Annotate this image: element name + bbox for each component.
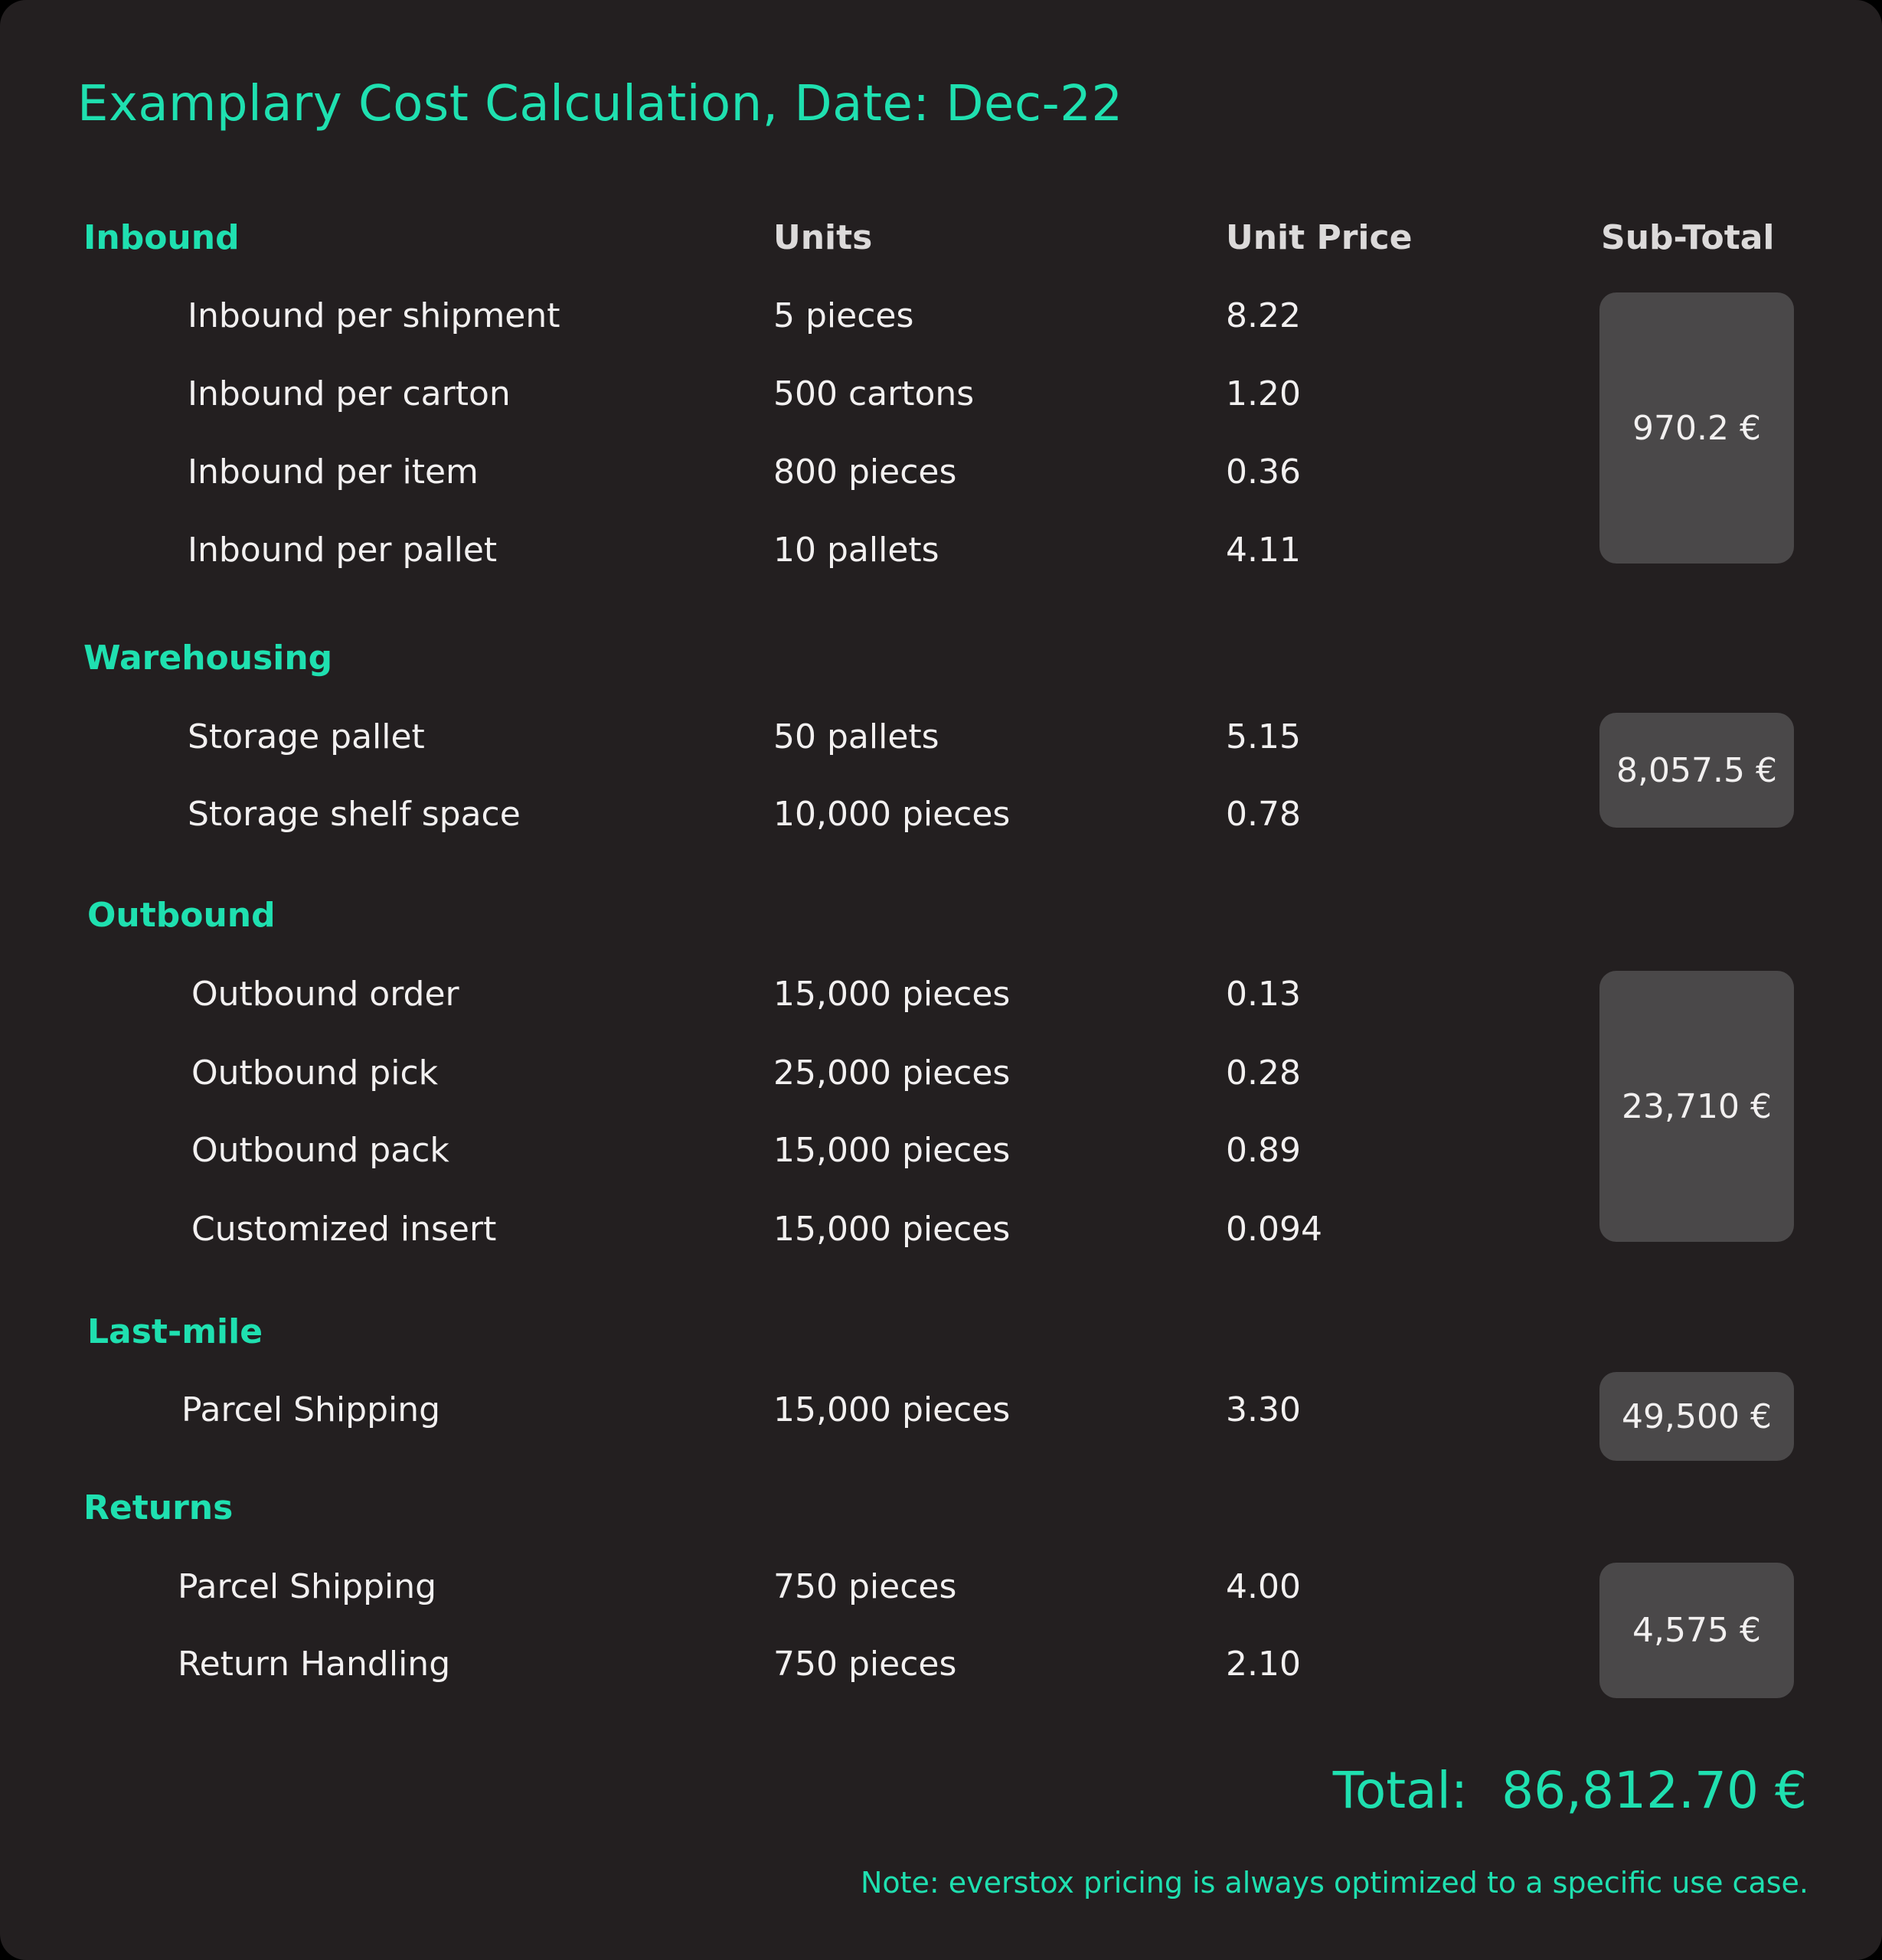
row-item: Parcel Shipping — [181, 1390, 441, 1429]
row-unit-price: 0.28 — [1226, 1054, 1301, 1093]
row-units: 50 pallets — [773, 717, 939, 756]
row-units: 10,000 pieces — [773, 795, 1011, 834]
row-unit-price: 4.00 — [1226, 1567, 1301, 1606]
row-item: Inbound per pallet — [188, 531, 498, 570]
row-unit-price: 0.36 — [1226, 452, 1301, 492]
row-units: 15,000 pieces — [773, 1390, 1011, 1429]
section-header-returns: Returns — [83, 1488, 234, 1527]
row-units: 10 pallets — [773, 531, 939, 570]
subtotal-box-inbound — [1599, 292, 1794, 564]
column-header-units: Units — [773, 218, 873, 257]
row-units: 500 cartons — [773, 374, 975, 413]
row-unit-price: 0.89 — [1226, 1131, 1301, 1170]
section-header-warehousing: Warehousing — [83, 639, 333, 678]
subtotal-value: 4,575 € — [1632, 1611, 1761, 1650]
pricing-note: Note: everstox pricing is always optimized to a specific use case. — [860, 1866, 1808, 1900]
row-item: Inbound per item — [188, 452, 479, 492]
row-item: Customized insert — [191, 1210, 497, 1249]
row-units: 25,000 pieces — [773, 1054, 1011, 1093]
row-units: 5 pieces — [773, 296, 914, 335]
row-item: Parcel Shipping — [178, 1567, 437, 1606]
page-title: Examplary Cost Calculation, Date: Dec-22 — [77, 76, 1123, 132]
row-unit-price: 5.15 — [1226, 717, 1301, 756]
row-item: Inbound per shipment — [188, 296, 560, 335]
row-units: 800 pieces — [773, 452, 957, 492]
subtotal-box-warehousing — [1599, 713, 1794, 828]
row-unit-price: 8.22 — [1226, 296, 1301, 335]
row-item: Storage pallet — [188, 717, 425, 756]
subtotal-value: 8,057.5 € — [1616, 750, 1777, 790]
row-item: Inbound per carton — [188, 374, 511, 413]
row-units: 15,000 pieces — [773, 1210, 1011, 1249]
row-item: Storage shelf space — [188, 795, 521, 834]
total-row — [1332, 1761, 1807, 1820]
section-header-last-mile: Last-mile — [87, 1312, 263, 1351]
subtotal-box-last-mile — [1599, 1372, 1794, 1461]
subtotal-box-outbound — [1599, 971, 1794, 1242]
section-header-outbound: Outbound — [87, 896, 276, 935]
row-unit-price: 1.20 — [1226, 374, 1301, 413]
row-unit-price: 2.10 — [1226, 1645, 1301, 1684]
row-unit-price: 4.11 — [1226, 531, 1301, 570]
row-units: 750 pieces — [773, 1567, 957, 1606]
row-item: Outbound order — [191, 975, 459, 1014]
column-header-unit-price: Unit Price — [1226, 218, 1413, 257]
section-header-inbound: Inbound — [83, 218, 240, 257]
subtotal-box-returns — [1599, 1563, 1794, 1698]
row-item: Outbound pick — [191, 1054, 439, 1093]
row-units: 750 pieces — [773, 1645, 957, 1684]
subtotal-value: 970.2 € — [1632, 408, 1761, 448]
row-item: Return Handling — [178, 1645, 451, 1684]
column-header-subtotal: Sub-Total — [1601, 218, 1775, 257]
subtotal-value: 49,500 € — [1622, 1396, 1772, 1436]
row-units: 15,000 pieces — [773, 1131, 1011, 1170]
row-units: 15,000 pieces — [773, 975, 1011, 1014]
row-item: Outbound pack — [191, 1131, 449, 1170]
subtotal-value: 23,710 € — [1622, 1086, 1772, 1126]
row-unit-price: 0.78 — [1226, 795, 1301, 834]
total-label: Total: — [1332, 1761, 1469, 1820]
row-unit-price: 0.13 — [1226, 975, 1301, 1014]
row-unit-price: 0.094 — [1226, 1210, 1322, 1249]
row-unit-price: 3.30 — [1226, 1390, 1301, 1429]
total-value: 86,812.70 € — [1501, 1761, 1807, 1820]
